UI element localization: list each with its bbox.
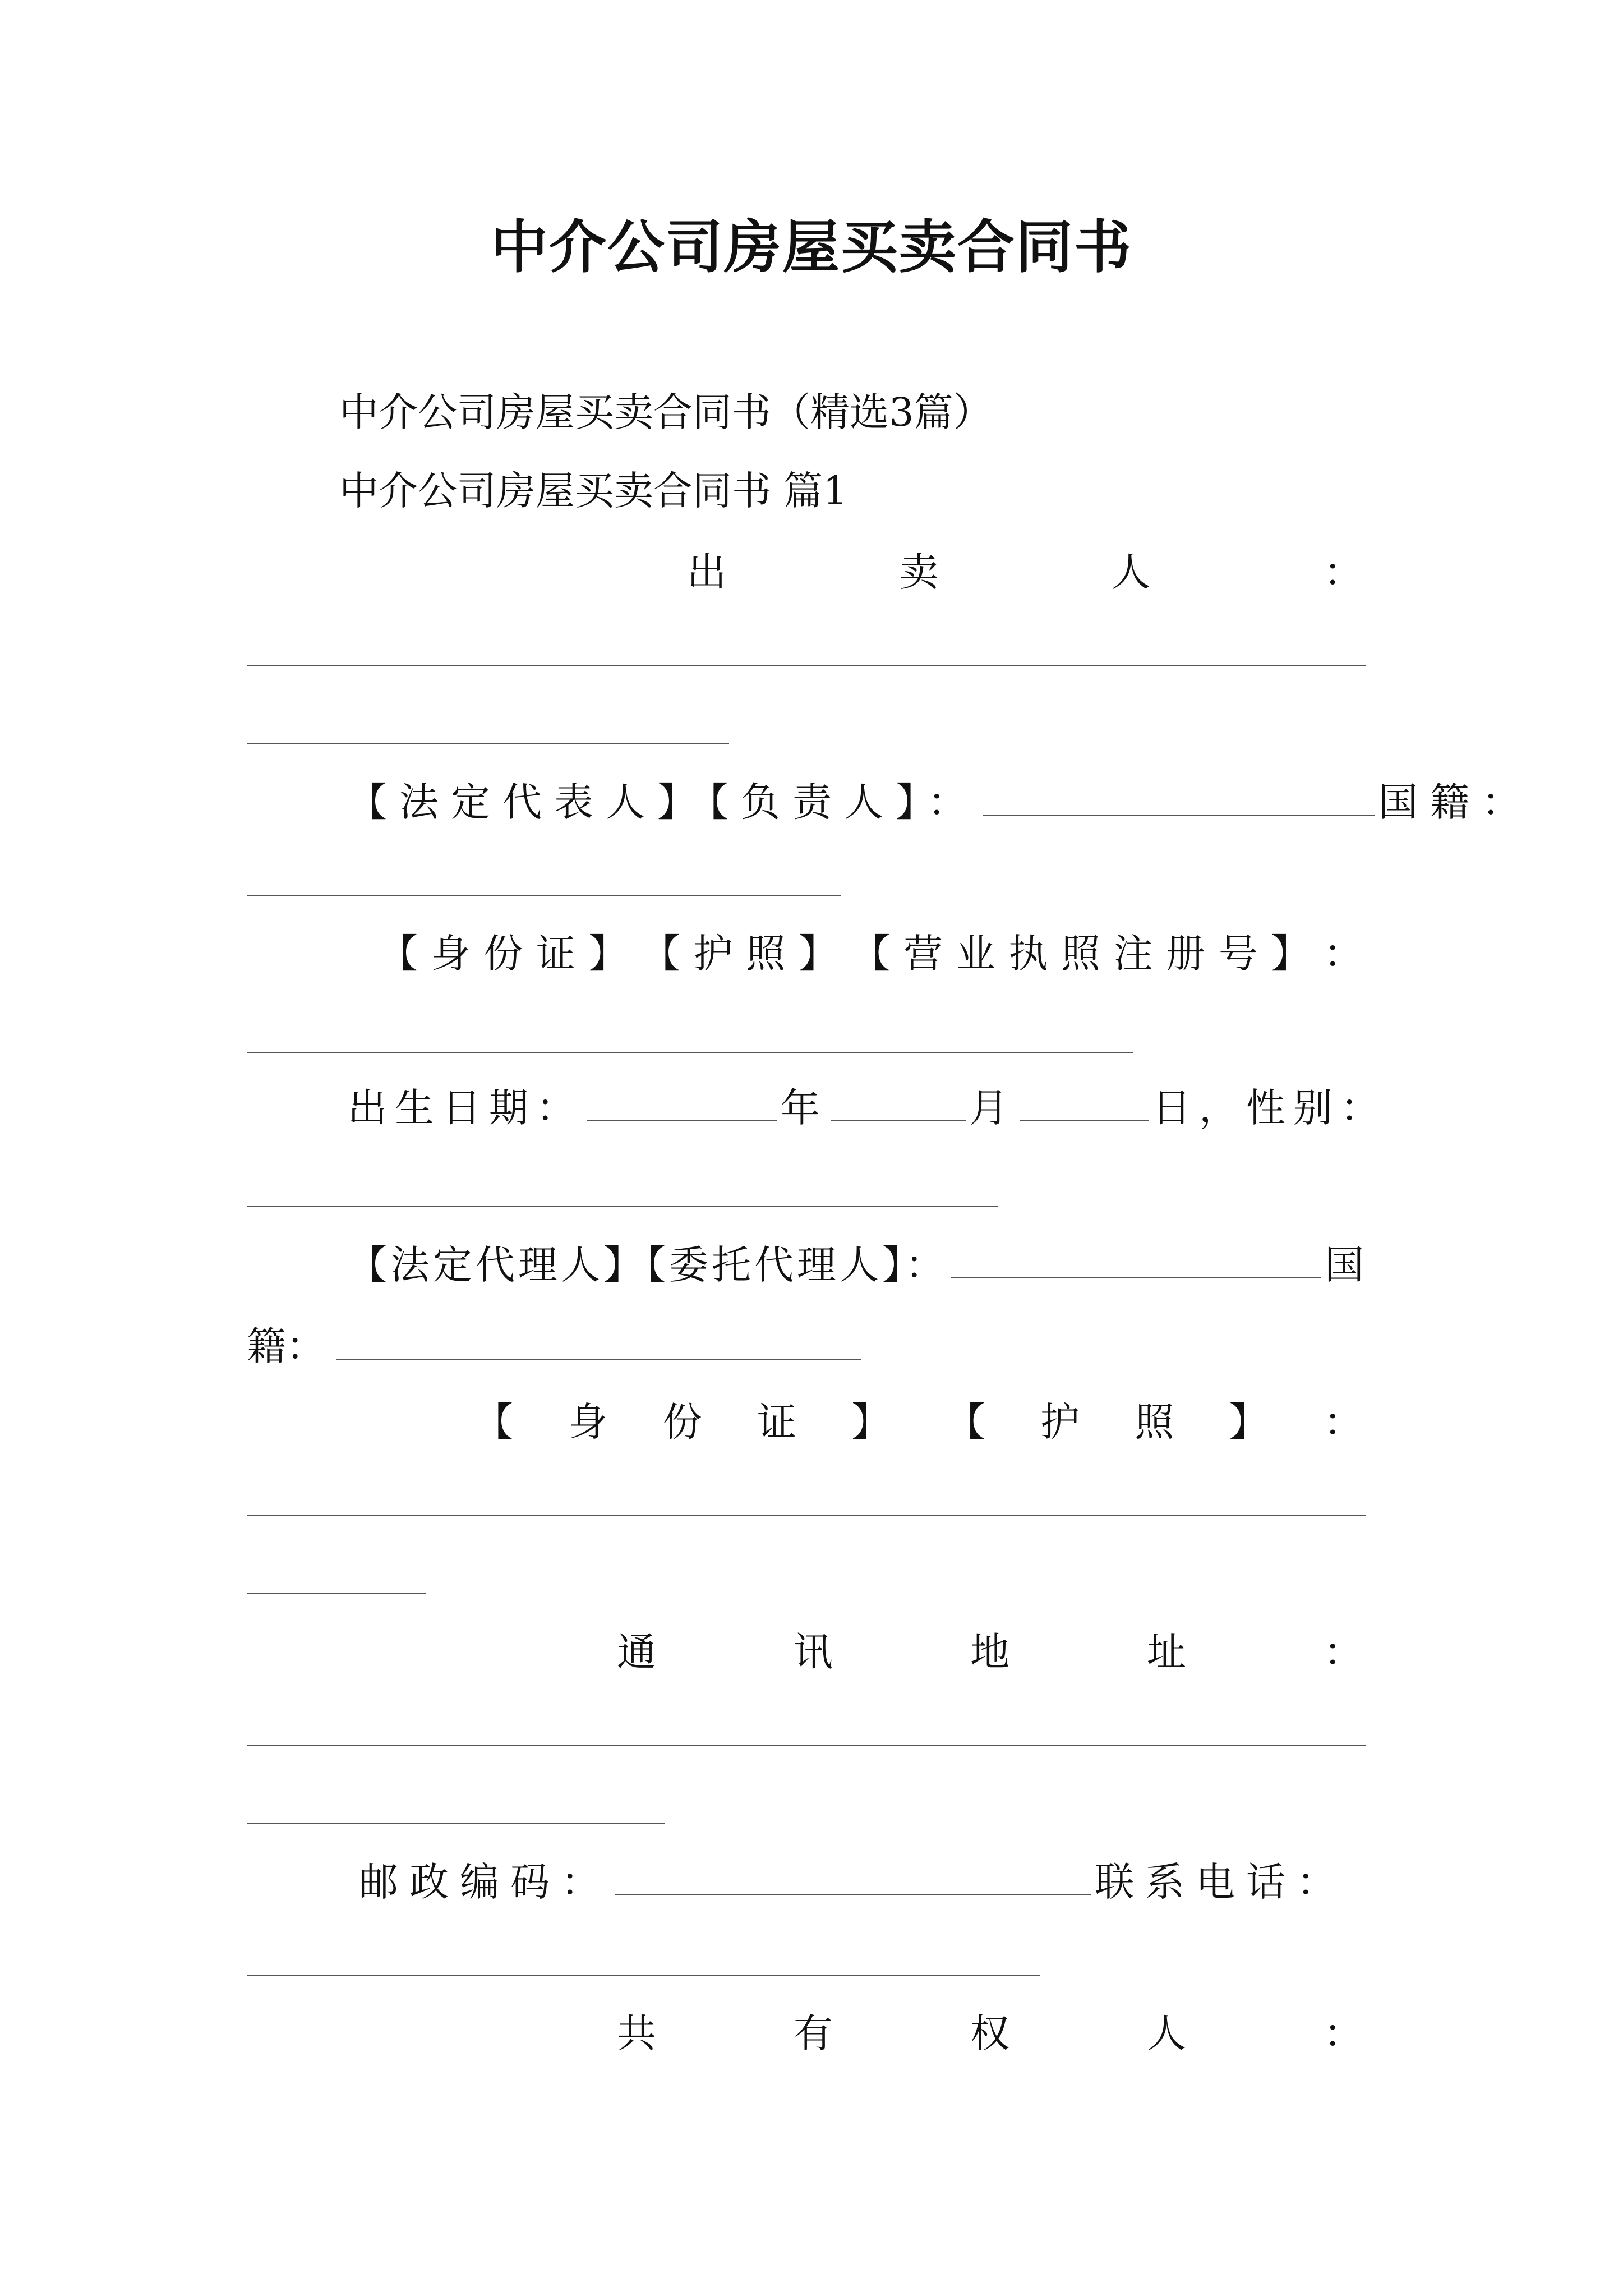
agent-id-char: ： — [1323, 1399, 1363, 1445]
seller-blank-line-2[interactable] — [247, 743, 729, 744]
id-char: 册 — [1166, 931, 1206, 977]
id-char: 照 — [746, 931, 786, 977]
id-char: 【 — [851, 931, 891, 977]
agent-id-char: 护 — [1040, 1399, 1080, 1445]
intro-line: 中介公司房屋买卖合同书（精选3篇） — [339, 389, 993, 435]
agent-id-char: 证 — [757, 1399, 796, 1445]
id-char: ： — [1323, 931, 1363, 977]
nationality-blank[interactable] — [247, 895, 841, 896]
id-char: 号 — [1218, 931, 1258, 977]
month-label: 月 — [969, 1085, 1016, 1131]
id-char: 执 — [1008, 931, 1048, 977]
id-char: 业 — [956, 931, 995, 977]
postcode-blank[interactable] — [615, 1894, 1091, 1895]
postcode-label: 邮政编码： — [359, 1859, 611, 1905]
coowner-label — [617, 2010, 1363, 2056]
phone-label: 联系电话： — [1095, 1859, 1347, 1905]
coowner-char: 共 — [617, 2010, 656, 2056]
address-char: 讯 — [794, 1629, 833, 1675]
coowner-char: 权 — [970, 2010, 1009, 2056]
birth-month-blank[interactable] — [831, 1120, 966, 1121]
agent-blank[interactable] — [951, 1277, 1321, 1278]
postcode-row — [359, 1859, 1347, 1905]
agent-id-char: 身 — [568, 1399, 608, 1445]
coowner-char: 有 — [794, 2010, 833, 2056]
address-blank-line-1[interactable] — [247, 1745, 1366, 1746]
seller-char: 出 — [687, 549, 726, 595]
agent-id-label — [474, 1399, 1363, 1445]
agent-id-blank-line-1[interactable] — [247, 1515, 1366, 1516]
day-gender-label: 日，性别： — [1152, 1085, 1387, 1131]
seller-char: 卖 — [899, 549, 939, 595]
seller-char: 人 — [1111, 549, 1151, 595]
nationality-label: 国籍： — [1378, 779, 1533, 825]
address-char: 址 — [1147, 1629, 1186, 1675]
coowner-char: 人 — [1147, 2010, 1186, 2056]
agent-id-char: 照 — [1135, 1399, 1174, 1445]
birth-row — [348, 1085, 1387, 1131]
birth-year-blank[interactable] — [587, 1120, 777, 1121]
seller-label — [687, 549, 1363, 595]
seller-char: ： — [1323, 549, 1363, 595]
agent-row — [348, 1242, 1367, 1288]
agent-id-char: 【 — [946, 1399, 985, 1445]
phone-blank[interactable] — [247, 1975, 1040, 1976]
agent-nationality-second: 籍： — [247, 1323, 325, 1369]
id-char: 注 — [1113, 931, 1153, 977]
agent-id-blank-line-2[interactable] — [247, 1593, 426, 1594]
year-label: 年 — [781, 1085, 828, 1131]
id-char: 证 — [536, 931, 575, 977]
agent-id-char: 】 — [1229, 1399, 1269, 1445]
id-char: 照 — [1061, 931, 1100, 977]
birth-label: 出生日期： — [348, 1085, 583, 1131]
id-label — [379, 931, 1363, 977]
coowner-char: ： — [1324, 2010, 1363, 2056]
id-char: 】 — [1271, 931, 1311, 977]
id-char: 身 — [431, 931, 471, 977]
id-char: 份 — [483, 931, 523, 977]
legal-rep-row — [348, 779, 1533, 825]
seller-blank-line-1[interactable] — [247, 665, 1366, 666]
address-label — [617, 1629, 1363, 1675]
address-char: 地 — [970, 1629, 1009, 1675]
id-char: 营 — [903, 931, 943, 977]
agent-nationality-blank[interactable] — [336, 1359, 861, 1360]
id-char: 】 — [588, 931, 628, 977]
agent-label: 【法定代理人】【委托代理人】： — [348, 1242, 948, 1288]
id-char: 【 — [379, 931, 418, 977]
agent-id-char: 份 — [662, 1399, 702, 1445]
id-char: 【 — [641, 931, 681, 977]
id-char: 】 — [798, 931, 838, 977]
address-char: ： — [1324, 1629, 1363, 1675]
gender-blank[interactable] — [247, 1206, 998, 1207]
agent-nationality-row — [247, 1323, 864, 1369]
address-blank-line-2[interactable] — [247, 1823, 665, 1824]
legal-rep-label: 【法定代表人】【负责人】： — [348, 779, 979, 825]
address-char: 通 — [617, 1629, 656, 1675]
legal-rep-blank[interactable] — [983, 815, 1375, 816]
id-blank[interactable] — [247, 1052, 1133, 1053]
id-char: 护 — [693, 931, 733, 977]
section-heading: 中介公司房屋买卖合同书 篇1 — [339, 468, 848, 514]
agent-id-char: 】 — [851, 1399, 891, 1445]
document-title: 中介公司房屋买卖合同书 — [491, 214, 1132, 281]
birth-day-blank[interactable] — [1020, 1120, 1149, 1121]
agent-nationality-first: 国 — [1325, 1242, 1367, 1288]
agent-id-char: 【 — [474, 1399, 513, 1445]
